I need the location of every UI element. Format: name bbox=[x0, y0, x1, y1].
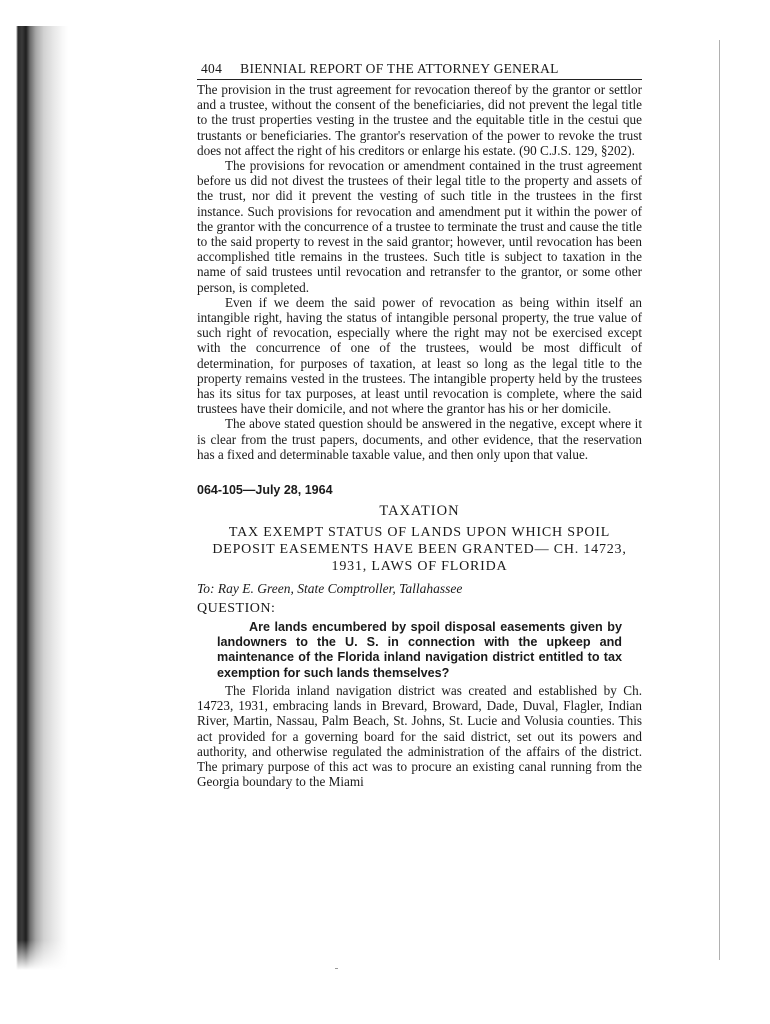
paragraph-intangible-right: Even if we deem the said power of revocation as being within itself an intangible right, having the status of intangible personal property, the true value of such right of revocation, especially where the right may not be exercised except with the concurrence of one of the trustees, would be most difficult of determination, for purposes of taxation, at least so long as the legal title to the property remains vested in the trustees. The intangible property held by the trustees has its situs for tax purposes, at least until revocation is complete, where the said trustees have their domicile, and not where the grantor has his or her domicile. bbox=[197, 294, 642, 417]
binding-bottom-fade bbox=[0, 940, 68, 1024]
addressee-line bbox=[197, 580, 642, 597]
opinion-subject: TAXATION bbox=[379, 503, 460, 520]
binding-top-blank bbox=[0, 0, 68, 26]
paragraph-answer: The Florida inland navigation district was created and established by Ch. 14723, 1931, embracing lands in Brevard, Broward, Dade, Duval, Flagler, Indian River, Martin, Nassau, Palm Beach, St. Johns, St. Lucie and Volusia counties. This act provided for a governing board for the said district, set out its powers and authority, and otherwise regulated the administration of the affairs of the district. The primary purpose of this act was to procure an existing canal running from the Georgia boundary to the Miami bbox=[197, 682, 642, 790]
running-title: BIENNIAL REPORT OF THE ATTORNEY GENERAL bbox=[240, 61, 559, 76]
addressee-name: Ray E. Green, State Comptroller, Tallahassee bbox=[217, 581, 463, 597]
page-number: 404 bbox=[201, 61, 223, 76]
question-text: Are lands encumbered by spoil disposal easements given by landowners to the U. S. in connection with the upkeep and maintenance of the Florida inland navigation district entitled to tax exemption for such lands themselves? bbox=[217, 620, 622, 680]
opinion-headline: TAX EXEMPT STATUS OF LANDS UPON WHICH SPOIL DEPOSIT EASEMENTS HAVE BEEN GRANTED— CH. 14723, 1931, LAWS OF FLORIDA bbox=[212, 525, 627, 575]
page-footer-speck bbox=[335, 968, 338, 969]
running-header bbox=[197, 60, 642, 80]
paragraph-conclusion: The above stated question should be answered in the negative, except where it is clear from the trust papers, documents, and other evidence, that the reservation has a fixed and determinable taxable value, and then only upon that value. bbox=[197, 416, 642, 462]
page-right-edge-line bbox=[719, 40, 720, 960]
to-label: To: bbox=[197, 581, 215, 597]
paragraph-revocation-provisions: The provisions for revocation or amendment contained in the trust agreement before us did not divest the trustees of their legal title to the property and assets of the trust, nor did it prevent the vesting of such title in the trustees in the first instance. Such provisions for revocation and amendment put it within the power of the grantor with the concurrence of a trustee to terminate the trust and cause the title to the said property to revest in the said grantor; however, until revocation has been accomplished title remains in the trustees. Such title is subject to taxation in the name of said trustees until revocation and retransfer to the grantor, or some other person, is completed. bbox=[197, 158, 642, 295]
question-label: QUESTION: bbox=[197, 601, 276, 617]
document-page bbox=[197, 60, 642, 789]
scanned-binding-shadow bbox=[0, 0, 68, 1024]
opinion-number-date: 064-105—July 28, 1964 bbox=[197, 483, 333, 498]
paragraph-trust-provision: The provision in the trust agreement for revocation thereof by the grantor or settlor and a trustee, without the consent of the beneficiaries, did not prevent the legal title to the trust properties vesting in the trustee and the equitable title in the cestui que trustants or beneficiaries. The grantor's reservation of the power to revoke the trust does not affect the right of his creditors or enlarge his estate. (90 C.J.S. 129, §202). bbox=[197, 82, 642, 158]
